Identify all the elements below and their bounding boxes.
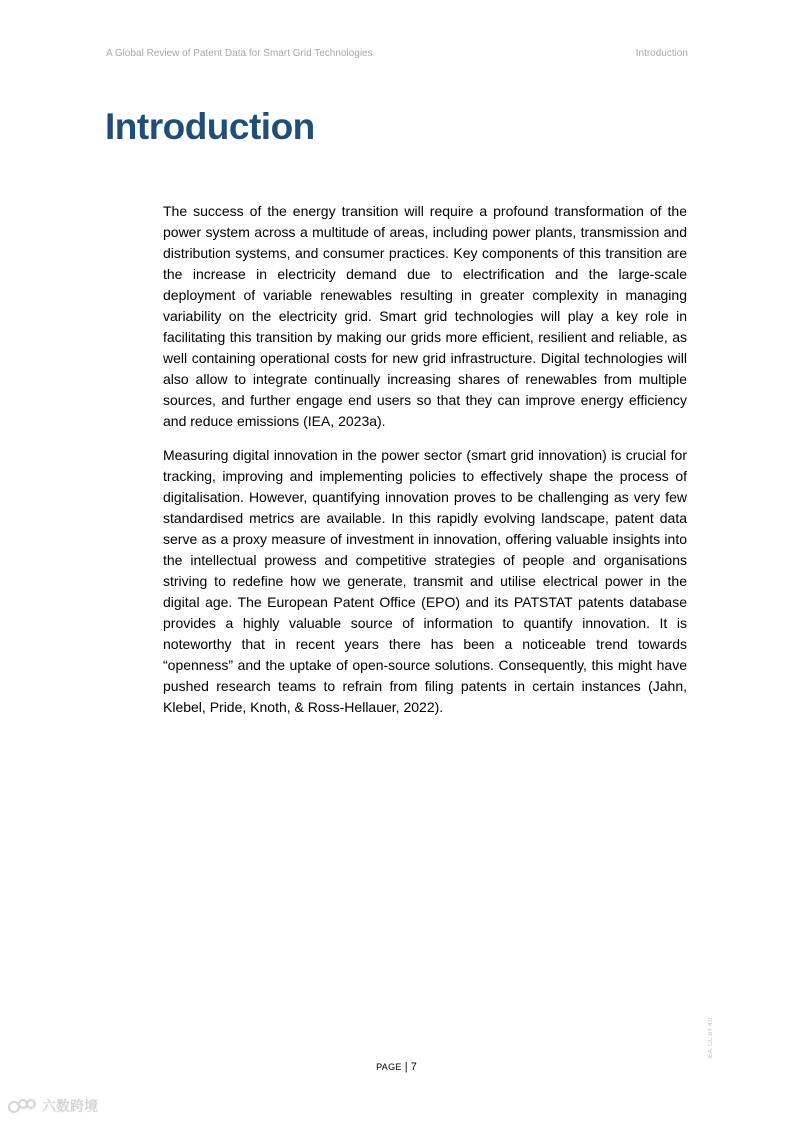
header-document-title: A Global Review of Patent Data for Smart Grid Technologies <box>106 48 373 59</box>
page-number-value: 7 <box>410 1061 417 1073</box>
page-number <box>0 1061 793 1073</box>
paragraph-1: The success of the energy transition will require a profound transformation of the power system across a multitude of areas, including power plants, transmission and distribution systems, and consumer practices. Key components of this transition are the increase in electricity demand due to electrification and the large-scale deployment of variable renewables resulting in greater complexity in managing variability on the electricity grid. Smart grid technologies will play a key role in facilitating this transition by making our grids more efficient, resilient and reliable, as well containing operational costs for new grid infrastructure. Digital technologies will also allow to integrate continually increasing shares of renewables from multiple sources, and further engage end users so that they can improve energy efficiency and reduce emissions (IEA, 2023a). <box>163 203 687 429</box>
running-header <box>106 48 688 59</box>
watermark <box>8 1096 98 1116</box>
page-label: PAGE <box>376 1062 402 1072</box>
license-notice: IEA. CC BY 4.0. <box>708 1016 714 1059</box>
paragraph-2: Measuring digital innovation in the power sector (smart grid innovation) is crucial for tracking, improving and implementing policies to effectively shape the process of digitalisation. However, quantifying innovation proves to be challenging as very few standardised metrics are available. In this rapidly evolving landscape, patent data serve as a proxy measure of investment in innovation, offering valuable insights into the intellectual prowess and competitive strategies of people and organisations striving to redefine how we generate, transmit and utilise electrical power in the digital age. The European Patent Office (EPO) and its PATSTAT patents database provides a highly valuable source of information to quantify innovation. It is noteworthy that in recent years there has been a noticeable trend towards “openness” and the uptake of open-source solutions. Consequently, this might have pushed research teams to refrain from filing patents in certain instances (Jahn, Klebel, Pride, Knoth, & Ross-Hellauer, 2022). <box>163 447 687 715</box>
page-separator: | <box>401 1061 411 1073</box>
page-title: Introduction <box>105 106 315 147</box>
brand-logo-icon <box>8 1097 38 1115</box>
header-section-name: Introduction <box>635 48 688 59</box>
body-text <box>163 201 687 731</box>
watermark-text: 六数跨境 <box>42 1098 98 1114</box>
